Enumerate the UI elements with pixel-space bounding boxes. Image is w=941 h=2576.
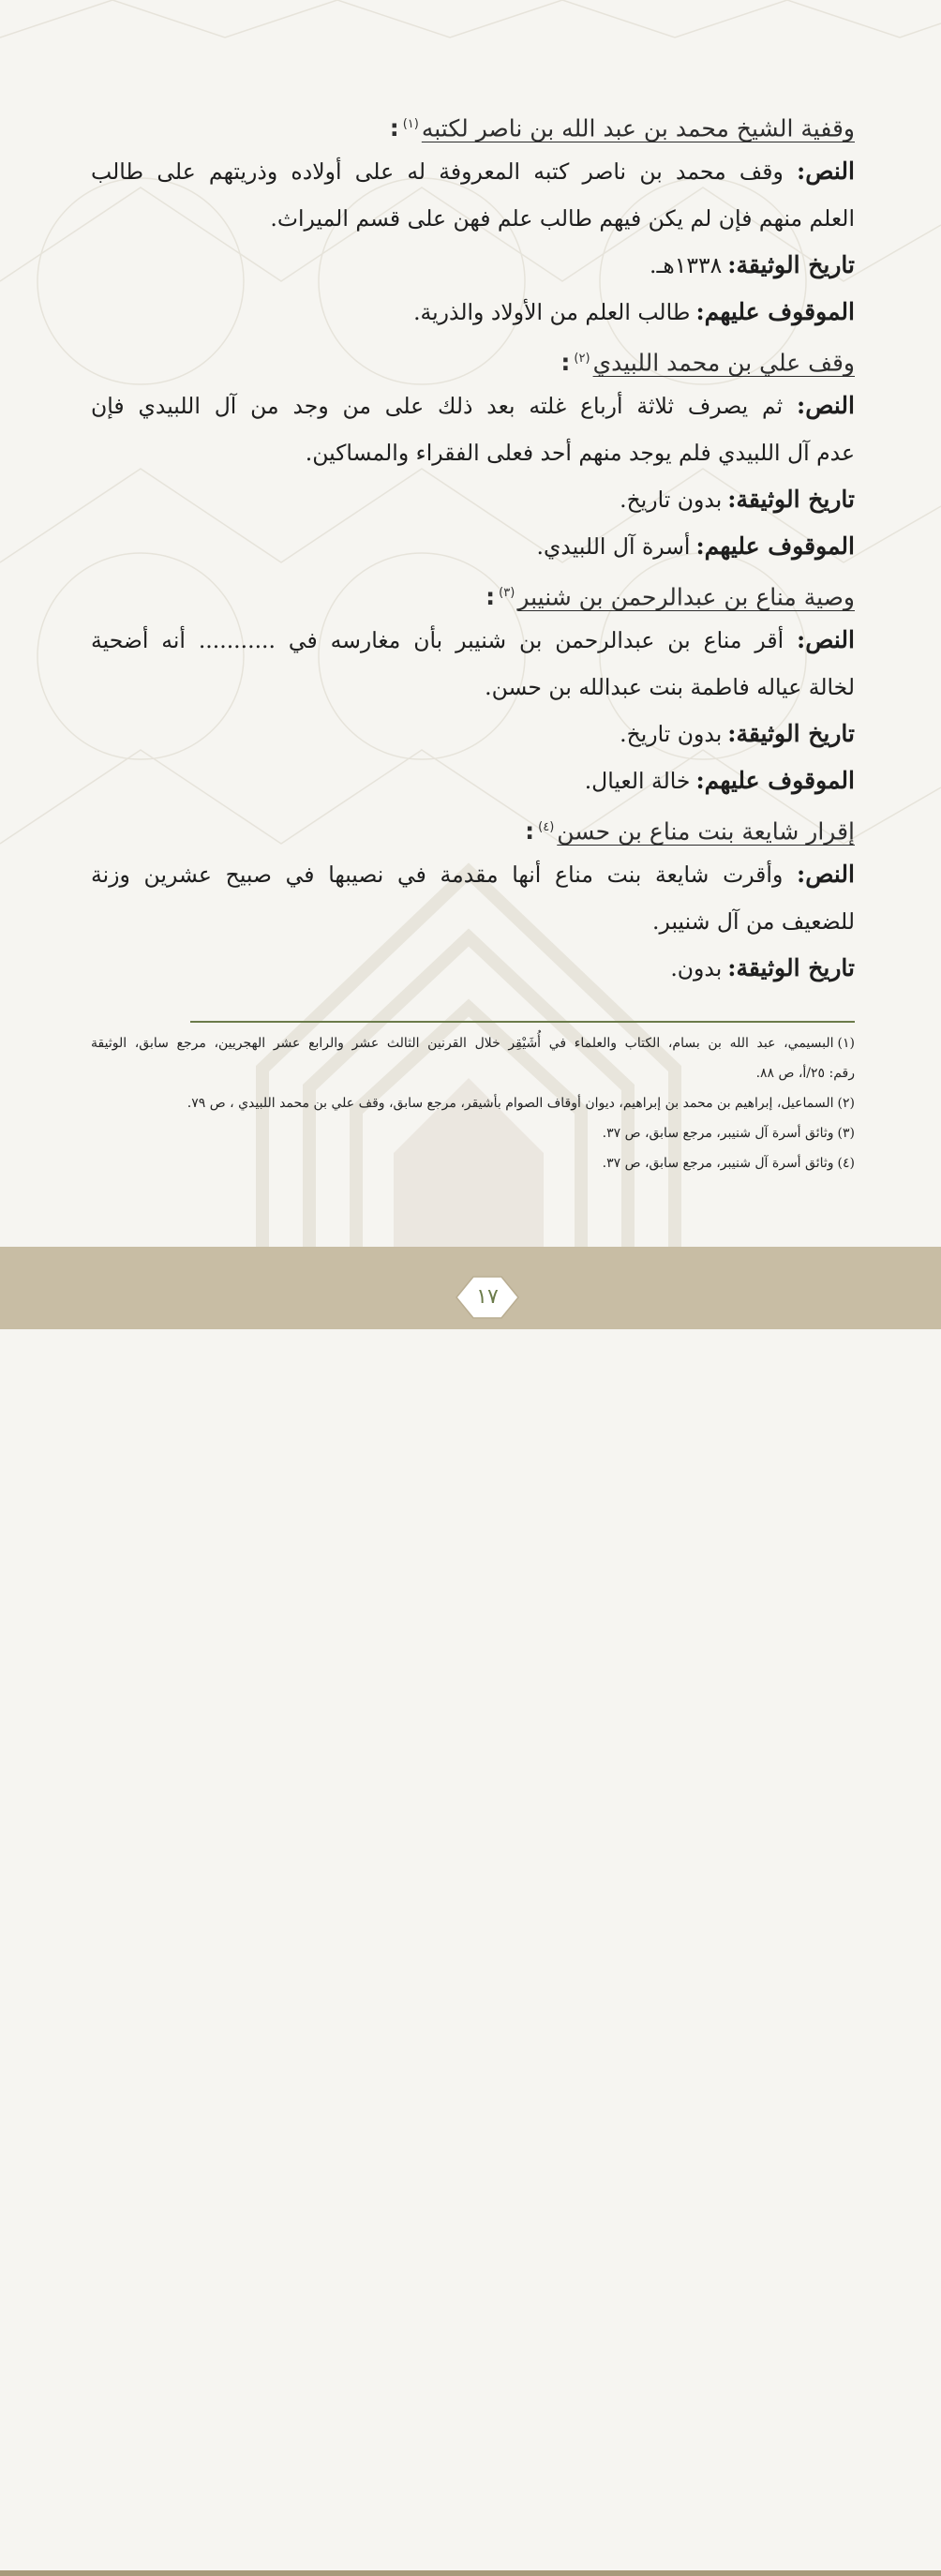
- text-line: النص: ثم يصرف ثلاثة أرباع غلته بعد ذلك على من وجد من آل اللبيدي فإن: [91, 392, 855, 419]
- text-line: النص: أقر مناع بن عبدالرحمن بن شنيبر بأن مغارسه في ........... أنه أضحية: [91, 626, 855, 653]
- section-heading: إقرار شايعة بنت مناع بن حسن$^{(٤)}$:: [525, 817, 855, 846]
- page-number: ١٧: [476, 1285, 499, 1309]
- text-line: للضعيف من آل شنيبر.: [652, 908, 855, 935]
- footnotes: [91, 1028, 855, 1178]
- footnote: (٤)وثائق أسرة آل شنيبر، مرجع سابق، ص ٣٧.: [602, 1156, 855, 1171]
- beneficiaries: الموقوف عليهم:أسرة آل اللبيدي.: [536, 532, 855, 560]
- text-line: لخالة عياله فاطمة بنت عبدالله بن حسن.: [485, 674, 855, 700]
- beneficiaries: الموقوف عليهم:طالب العلم من الأولاد والذرية.: [413, 298, 855, 325]
- document-date: تاريخ الوثيقة:بدون تاريخ.: [620, 486, 855, 513]
- text-line: عدم آل اللبيدي فلم يوجد منهم أحد فعلى الفقراء والمساكين.: [305, 440, 855, 466]
- footnote: رقم: ٢٥/أ، ص ٨٨.: [755, 1066, 855, 1081]
- text-line: النص: وأقرت شايعة بنت مناع أنها مقدمة في نصيبها في صبيح عشرين وزنة: [91, 861, 855, 888]
- footnote-divider: [190, 1021, 855, 1023]
- text-line: العلم منهم فإن لم يكن فيهم طالب علم فهن على قسم الميراث.: [270, 205, 855, 232]
- main-content: [91, 101, 855, 992]
- section-heading: وصية مناع بن عبدالرحمن بن شنيبر$^{(٣)}$:: [485, 583, 855, 611]
- footnote: (١)البسيمي، عبد الله بن بسام، الكتاب والعلماء في أُشَيْقِر خلال القرنين الثالث عشر والرابع عشر الهجريين، مرجع سابق، الوثيقة: [91, 1036, 855, 1051]
- section-heading: وقف علي بن محمد اللبيدي$^{(٢)}$:: [560, 349, 855, 377]
- footnote: (٣)وثائق أسرة آل شنيبر، مرجع سابق، ص ٣٧.: [602, 1126, 855, 1141]
- section-heading: وقفية الشيخ محمد بن عبد الله بن ناصر لكتبه$^{(١)}$:: [389, 114, 855, 142]
- text-line: النص: وقف محمد بن ناصر كتبه المعروفة له على أولاده وذريتهم على طالب: [91, 157, 855, 185]
- footer-stripe: [0, 2570, 941, 2576]
- document-date: تاريخ الوثيقة:بدون تاريخ.: [620, 720, 855, 747]
- footnote: (٢)السماعيل، إبراهيم بن محمد بن إبراهيم، ديوان أوقاف الصوام بأشيقر، مرجع سابق، وقف علي بن محمد اللبيدي ، ص ٧٩.: [187, 1096, 855, 1111]
- document-date: تاريخ الوثيقة:بدون.: [670, 954, 855, 981]
- beneficiaries: الموقوف عليهم:خالة العيال.: [584, 767, 855, 794]
- document-date: تاريخ الوثيقة:١٣٣٨هـ.: [650, 251, 855, 278]
